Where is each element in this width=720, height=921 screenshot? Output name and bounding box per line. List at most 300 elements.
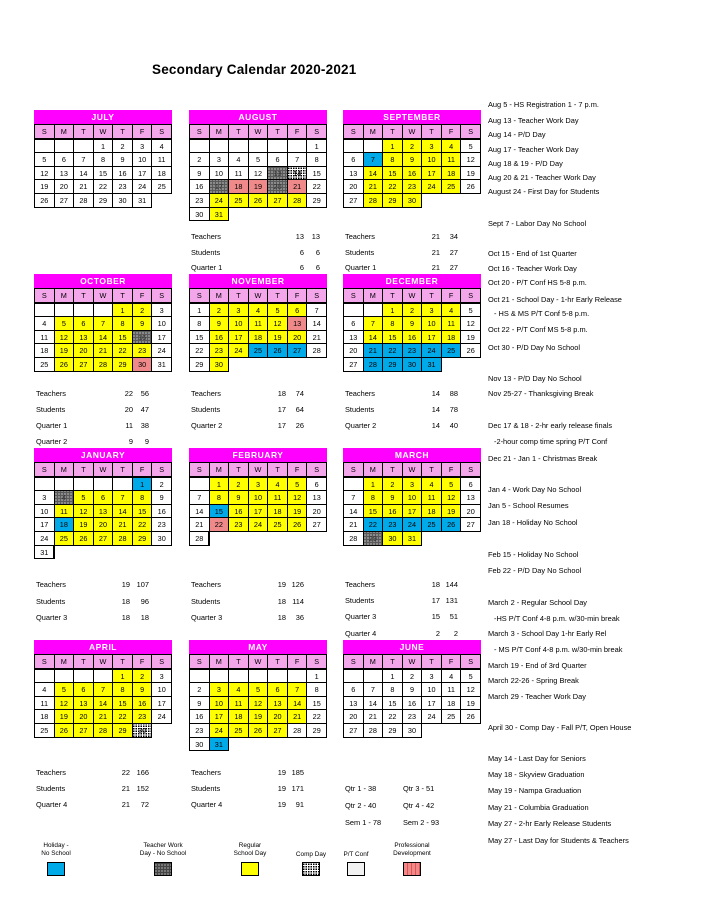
empty-cell (210, 140, 230, 154)
empty-cell (74, 304, 94, 318)
stat-label: Quarter 4 (36, 800, 68, 809)
day-cell: 14 (364, 697, 384, 711)
day-cell: 23 (383, 518, 403, 532)
stat-qtr3: Qtr 3 - 51 (403, 784, 435, 793)
day-cell: 17 (422, 331, 442, 345)
day-cell: 28 (113, 532, 133, 546)
day-cell: 14 (364, 167, 384, 181)
day-cell: 8 (210, 491, 230, 505)
day-cell: 23 (403, 180, 423, 194)
day-cell: 31 (422, 358, 442, 372)
day-header: T (113, 655, 133, 669)
day-cell: 29 (307, 724, 327, 738)
day-cell: 14 (74, 167, 94, 181)
day-header: W (94, 125, 114, 139)
stat-value: 18 (121, 613, 130, 622)
day-cell: 14 (307, 317, 327, 331)
empty-cell (288, 670, 308, 684)
stat-value: 6 (299, 263, 304, 272)
empty-cell (228, 358, 249, 372)
month-september (343, 110, 481, 208)
day-cell: 14 (190, 505, 210, 519)
day-cell: 26 (461, 180, 481, 194)
day-cell: 27 (55, 194, 75, 208)
day-cell: 18 (35, 344, 55, 358)
legend-label-line1: Regular (238, 842, 262, 849)
day-cell: 11 (422, 491, 442, 505)
day-cell: 8 (133, 491, 153, 505)
day-header: W (94, 655, 114, 669)
empty-cell (307, 208, 327, 222)
day-cell: 5 (461, 304, 481, 318)
day-cell: 7 (364, 153, 384, 167)
month-january (34, 448, 172, 559)
stat-value: 36 (295, 613, 304, 622)
day-header: S (190, 655, 210, 669)
day-cell: 10 (249, 491, 269, 505)
day-cell: 20 (74, 710, 94, 724)
day-header: M (55, 125, 75, 139)
stat-label: Quarter 1 (345, 263, 377, 272)
stats-february (191, 580, 306, 630)
day-header: T (74, 463, 94, 477)
day-cell: 24 (210, 194, 230, 208)
day-cell: 8 (383, 317, 403, 331)
day-cell: 23 (210, 344, 230, 358)
legend-swatch (241, 862, 259, 876)
day-cell: 19 (55, 344, 75, 358)
day-cell: 6 (74, 317, 94, 331)
day-cell: 3 (422, 670, 442, 684)
day-cell: 16 (190, 710, 210, 724)
day-cell: 22 (113, 344, 133, 358)
day-cell: 17 (422, 167, 442, 181)
day-cell: 4 (229, 683, 249, 697)
stat-label: Teachers (345, 232, 375, 241)
day-header: S (307, 125, 327, 139)
day-cell: 7 (344, 491, 364, 505)
day-header: S (344, 655, 364, 669)
day-cell: 13 (55, 167, 75, 181)
day-cell: 1 (383, 304, 403, 318)
month-july (34, 110, 172, 208)
day-cell: 28 (344, 532, 364, 546)
day-cell: 30 (113, 194, 133, 208)
legend-swatch (47, 862, 65, 876)
day-header: S (190, 125, 210, 139)
day-header-row (343, 462, 481, 477)
day-cell: 18 (229, 180, 249, 194)
empty-cell (55, 304, 75, 318)
month-may (189, 640, 327, 751)
day-cell: 9 (210, 317, 230, 331)
day-cell: 4 (249, 304, 269, 318)
day-cell: 21 (113, 518, 133, 532)
stat-value: 47 (140, 405, 149, 414)
day-cell: 27 (344, 358, 364, 372)
empty-cell (228, 738, 249, 752)
day-header: T (74, 655, 94, 669)
day-cell: 28 (74, 194, 94, 208)
day-cell: 2 (133, 670, 153, 684)
stats-april (36, 768, 151, 816)
event-item: April 30 - Comp Day - Fall P/T, Open House (488, 723, 632, 732)
stat-value: 19 (277, 580, 286, 589)
day-cell: 19 (268, 331, 288, 345)
day-cell: 11 (268, 491, 288, 505)
empty-cell (210, 670, 230, 684)
month-june (343, 640, 481, 738)
month-grid (343, 303, 481, 372)
month-grid (34, 139, 172, 208)
legend-label (293, 851, 329, 859)
empty-cell (249, 358, 269, 372)
day-cell: 25 (442, 344, 462, 358)
month-header: FEBRUARY (189, 448, 327, 462)
day-cell: 21 (364, 344, 384, 358)
stat-value: 56 (140, 389, 149, 398)
day-cell: 27 (268, 194, 288, 208)
day-header: T (268, 655, 288, 669)
day-cell: 4 (422, 478, 442, 492)
day-header: M (210, 125, 230, 139)
month-header: DECEMBER (343, 274, 481, 288)
day-cell: 4 (229, 153, 249, 167)
day-cell: 23 (113, 180, 133, 194)
stat-qtr2: Qtr 2 - 40 (345, 801, 377, 810)
day-header: T (229, 655, 249, 669)
day-cell: 22 (383, 180, 403, 194)
day-cell: 10 (422, 683, 442, 697)
day-cell: 22 (383, 344, 403, 358)
day-header: S (344, 125, 364, 139)
empty-cell (94, 546, 114, 560)
day-cell: 4 (55, 491, 75, 505)
event-item: March 3 - School Day 1-hr Early Rel (488, 629, 607, 638)
empty-cell (229, 670, 249, 684)
stat-value: 34 (449, 232, 458, 241)
stat-label: Quarter 4 (191, 800, 223, 809)
empty-cell (288, 208, 308, 222)
day-cell: 22 (133, 518, 153, 532)
stat-label: Quarter 1 (191, 263, 223, 272)
month-grid (34, 669, 172, 738)
day-cell: 20 (307, 505, 327, 519)
day-cell: 9 (190, 697, 210, 711)
day-cell: 3 (152, 670, 172, 684)
stat-value: 2 (453, 628, 458, 638)
day-cell: 1 (190, 304, 210, 318)
stat-value: 72 (140, 800, 149, 809)
legend-label-line1: Teacher Work (143, 842, 183, 849)
day-cell: 29 (364, 532, 384, 546)
stat-value: 114 (292, 596, 304, 606)
legend-label-line1: Professional (394, 842, 430, 849)
day-cell: 15 (190, 331, 210, 345)
day-cell: 24 (210, 724, 230, 738)
stat-value: 22 (124, 389, 133, 398)
month-february (189, 448, 327, 546)
stat-label: Students (191, 405, 221, 414)
day-cell: 6 (268, 153, 288, 167)
day-cell: 15 (113, 331, 133, 345)
empty-cell (344, 140, 364, 154)
empty-cell (35, 304, 55, 318)
day-cell: 30 (133, 724, 153, 738)
day-cell: 15 (383, 331, 403, 345)
day-cell: 16 (403, 331, 423, 345)
stat-value: 20 (124, 405, 133, 414)
day-cell: 16 (229, 505, 249, 519)
day-header-row (343, 654, 481, 669)
day-cell: 15 (364, 505, 384, 519)
day-cell: 27 (307, 518, 327, 532)
empty-cell (364, 140, 384, 154)
day-cell: 22 (307, 180, 327, 194)
day-header: S (152, 655, 172, 669)
event-item: May 27 - Last Day for Students & Teachers (488, 836, 629, 845)
day-cell: 23 (152, 518, 172, 532)
stat-value: 6 (315, 263, 320, 272)
stat-value: 22 (121, 768, 130, 777)
day-header: M (364, 463, 384, 477)
day-cell: 5 (55, 683, 75, 697)
day-cell: 9 (190, 167, 210, 181)
month-header: MAY (189, 640, 327, 654)
day-cell: 7 (94, 317, 114, 331)
stat-value: 27 (449, 263, 458, 272)
day-cell: 23 (229, 518, 249, 532)
day-cell: 18 (422, 505, 442, 519)
day-cell: 4 (442, 140, 462, 154)
day-header: T (113, 125, 133, 139)
day-cell: 3 (249, 478, 269, 492)
event-item: Aug 18 & 19 - P/D Day (488, 159, 563, 168)
day-cell: 11 (442, 683, 462, 697)
day-cell: 28 (364, 724, 384, 738)
day-cell: 11 (55, 505, 75, 519)
stat-label: Teachers (191, 389, 221, 398)
day-header: S (190, 463, 210, 477)
month-header: AUGUST (189, 110, 327, 124)
empty-cell (74, 140, 94, 154)
day-cell: 25 (442, 180, 462, 194)
day-cell: 23 (190, 194, 210, 208)
day-cell: 8 (113, 683, 133, 697)
day-cell: 20 (344, 710, 364, 724)
empty-cell (190, 670, 210, 684)
empty-cell (55, 140, 75, 154)
day-header: S (344, 463, 364, 477)
day-cell: 10 (229, 317, 249, 331)
day-cell: 2 (190, 683, 210, 697)
day-cell: 22 (210, 518, 230, 532)
month-grid (34, 303, 172, 372)
day-cell: 28 (288, 724, 308, 738)
event-item: March 19 - End of 3rd Quarter (488, 661, 587, 670)
empty-cell (461, 358, 481, 372)
day-cell: 28 (94, 358, 114, 372)
stat-label: Quarter 2 (191, 421, 223, 430)
stat-value: 152 (136, 784, 149, 793)
day-cell: 7 (307, 304, 327, 318)
stat-label: Quarter 3 (36, 613, 68, 622)
stat-value: 15 (431, 612, 440, 622)
day-cell: 8 (94, 153, 114, 167)
day-cell: 29 (113, 724, 133, 738)
empty-cell (229, 140, 249, 154)
empty-cell (288, 358, 308, 372)
stat-value: 91 (295, 800, 304, 809)
day-cell: 27 (74, 724, 94, 738)
day-cell: 24 (403, 518, 423, 532)
day-cell: 1 (113, 304, 133, 318)
day-cell: 13 (94, 505, 114, 519)
empty-cell (268, 532, 288, 546)
day-cell: 20 (288, 331, 308, 345)
day-cell: 21 (307, 331, 327, 345)
day-header: S (461, 289, 481, 303)
day-cell: 22 (113, 710, 133, 724)
stat-value: 11 (125, 421, 133, 430)
day-header: T (229, 125, 249, 139)
stat-label: Students (191, 784, 221, 793)
month-grid (343, 669, 481, 738)
day-cell: 13 (74, 697, 94, 711)
legend-label (133, 842, 193, 858)
day-header: F (133, 655, 153, 669)
day-cell: 17 (133, 167, 153, 181)
day-cell: 26 (249, 194, 269, 208)
day-header: W (403, 655, 423, 669)
event-item: May 18 - Skyview Graduation (488, 770, 585, 779)
event-item: - HS & MS P/T Conf 5-8 p.m. (494, 309, 590, 318)
stat-label: Quarter 1 (36, 421, 68, 430)
day-cell: 20 (461, 505, 481, 519)
stat-value: 19 (121, 580, 130, 589)
day-header: S (307, 463, 327, 477)
day-cell: 27 (461, 518, 481, 532)
day-cell: 20 (55, 180, 75, 194)
day-cell: 24 (249, 518, 269, 532)
day-cell: 29 (307, 194, 327, 208)
day-cell: 27 (74, 358, 94, 372)
event-item: May 21 - Columbia Graduation (488, 803, 589, 812)
stats-september (345, 232, 460, 279)
day-cell: 30 (133, 358, 153, 372)
stat-label: Quarter 2 (345, 421, 377, 430)
day-cell: 3 (403, 478, 423, 492)
day-cell: 11 (249, 317, 269, 331)
day-cell: 15 (210, 505, 230, 519)
empty-cell (74, 478, 94, 492)
empty-cell (53, 546, 74, 560)
day-header: W (403, 289, 423, 303)
day-cell: 4 (442, 304, 462, 318)
stats-december (345, 389, 460, 437)
stats-march (345, 580, 460, 645)
empty-cell (344, 478, 364, 492)
empty-cell (461, 532, 481, 546)
day-cell: 30 (152, 532, 172, 546)
stat-value: 26 (295, 421, 304, 430)
day-cell: 2 (152, 478, 172, 492)
day-header: T (383, 125, 403, 139)
stat-label: Teachers (36, 389, 66, 398)
event-item: Oct 21 - School Day - 1-hr Early Release (488, 295, 622, 304)
day-cell: 10 (152, 683, 172, 697)
stat-value: 78 (449, 405, 458, 414)
day-header: S (461, 655, 481, 669)
stat-value: 64 (295, 405, 304, 414)
day-cell: 28 (190, 532, 210, 546)
stat-label: Teachers (36, 580, 66, 589)
day-cell: 12 (268, 317, 288, 331)
day-cell: 18 (152, 167, 172, 181)
event-item: - MS P/T Conf 4-8 p.m. w/30-min break (494, 645, 623, 654)
stat-value: 126 (291, 580, 304, 589)
day-header: M (364, 125, 384, 139)
day-header-row (189, 462, 327, 477)
event-item: August 24 - First Day for Students (488, 187, 600, 196)
day-cell: 1 (113, 670, 133, 684)
day-cell: 18 (35, 710, 55, 724)
day-cell: 22 (190, 344, 210, 358)
stat-value: 171 (291, 784, 304, 793)
day-cell: 11 (152, 153, 172, 167)
day-cell: 31 (210, 208, 230, 222)
day-cell: 14 (94, 331, 114, 345)
day-cell: 5 (55, 317, 75, 331)
day-cell: 3 (152, 304, 172, 318)
day-cell: 2 (190, 153, 210, 167)
day-cell: 27 (344, 724, 364, 738)
day-cell: 11 (229, 697, 249, 711)
legend-swatch (347, 862, 365, 876)
day-cell: 7 (364, 683, 384, 697)
day-header: T (422, 655, 442, 669)
day-cell: 30 (403, 724, 423, 738)
empty-cell (74, 670, 94, 684)
day-cell: 5 (74, 491, 94, 505)
day-cell: 30 (403, 358, 423, 372)
day-cell: 21 (288, 710, 308, 724)
day-cell: 18 (229, 710, 249, 724)
stat-qtr1: Qtr 1 - 38 (345, 784, 377, 793)
stat-value: 21 (431, 247, 440, 257)
empty-cell (268, 140, 288, 154)
event-item: May 14 - Last Day for Seniors (488, 754, 586, 763)
event-item: May 19 - Nampa Graduation (488, 786, 582, 795)
event-item: Nov 13 - P/D Day No School (488, 374, 582, 383)
stat-value: 21 (121, 800, 130, 809)
stats-may (191, 768, 306, 816)
day-cell: 1 (383, 140, 403, 154)
day-cell: 12 (55, 697, 75, 711)
stat-value: 21 (121, 784, 130, 793)
day-cell: 27 (344, 194, 364, 208)
day-cell: 23 (133, 344, 153, 358)
day-cell: 24 (422, 344, 442, 358)
day-cell: 28 (364, 194, 384, 208)
day-cell: 20 (94, 518, 114, 532)
day-cell: 19 (461, 697, 481, 711)
day-cell: 13 (288, 317, 308, 331)
day-cell: 16 (113, 167, 133, 181)
day-cell: 26 (288, 518, 308, 532)
day-cell: 16 (383, 505, 403, 519)
day-cell: 26 (74, 532, 94, 546)
